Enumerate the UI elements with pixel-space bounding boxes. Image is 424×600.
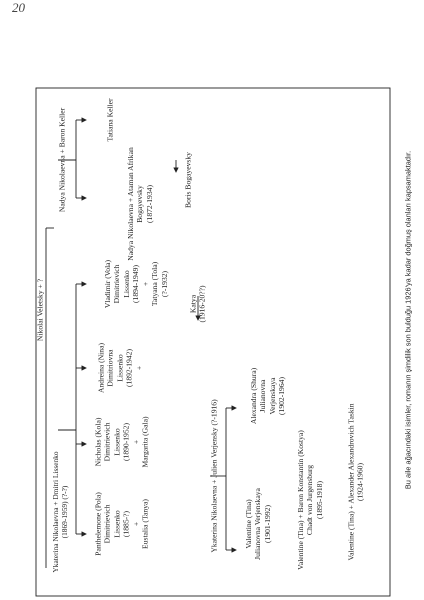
- nadya-keller-couple: Nadya Nikolaevna + Baron Keller: [57, 107, 67, 213]
- nadya-afrikan-couple: Nadya Nikolaevna + Ataman Afrikan Bogayevsky (1872-1934): [125, 147, 154, 261]
- page-number: 20: [12, 0, 25, 15]
- person-valentine: Valentine (Tina) Julianovna Verjenskaya (1901-1992): [243, 488, 272, 560]
- person-andreina: Andreina (Nina) Dimitriovna Lissenko (1892-1942) +: [96, 343, 144, 393]
- person-boris: Boris Bogayevsky: [183, 152, 193, 208]
- person-tatiana-keller: Tatiana Keller: [105, 98, 115, 142]
- person-vladimir: Vladimir (Vola) Dimitrievich Lissenko (1894-1949) + Tatyana (Tola) (?-1932): [102, 259, 169, 309]
- person-katya: Katya (1916-20??): [188, 285, 207, 323]
- ykaterina-julien-couple: Ykaterina Nikolaevna + Julien Verjensky (?-1916): [209, 399, 219, 553]
- ykaterina-lissenko-couple: Ykaterina Nikolaevna + Dmitri Lissenko (1869-1959) (?-?): [50, 451, 69, 573]
- caption: Bu aile ağacındaki isimler, romanın şimdilik son bulduğu 1926'ya kadar doğmuş olanları kapsamaktadır.: [403, 150, 413, 490]
- root-couple: Nikolai Veletsky + ?: [35, 278, 45, 342]
- valentine-taskin-couple: Valentine (Tina) + Alexander Alexandrovich Taskin (1924-1960): [346, 403, 365, 561]
- person-nicholas: Nicholas (Kola) Dimitrievich Lissenko (1890-1952) + Margarita (Gala): [93, 416, 150, 468]
- valentine-baron-couple: Valentine (Tina) + Baron Konstantin (Kostya) Chadt von Jurgensburg (1895-1918): [295, 430, 324, 570]
- person-alexandra: Alexandra (Shura) Julianovna Verjenskaya (1902-1964): [249, 367, 287, 425]
- person-panthelemone: Panthelemone (Pola) Dimitrievich Lissenko (1885-?) + Eustalia (Tanya): [93, 492, 150, 556]
